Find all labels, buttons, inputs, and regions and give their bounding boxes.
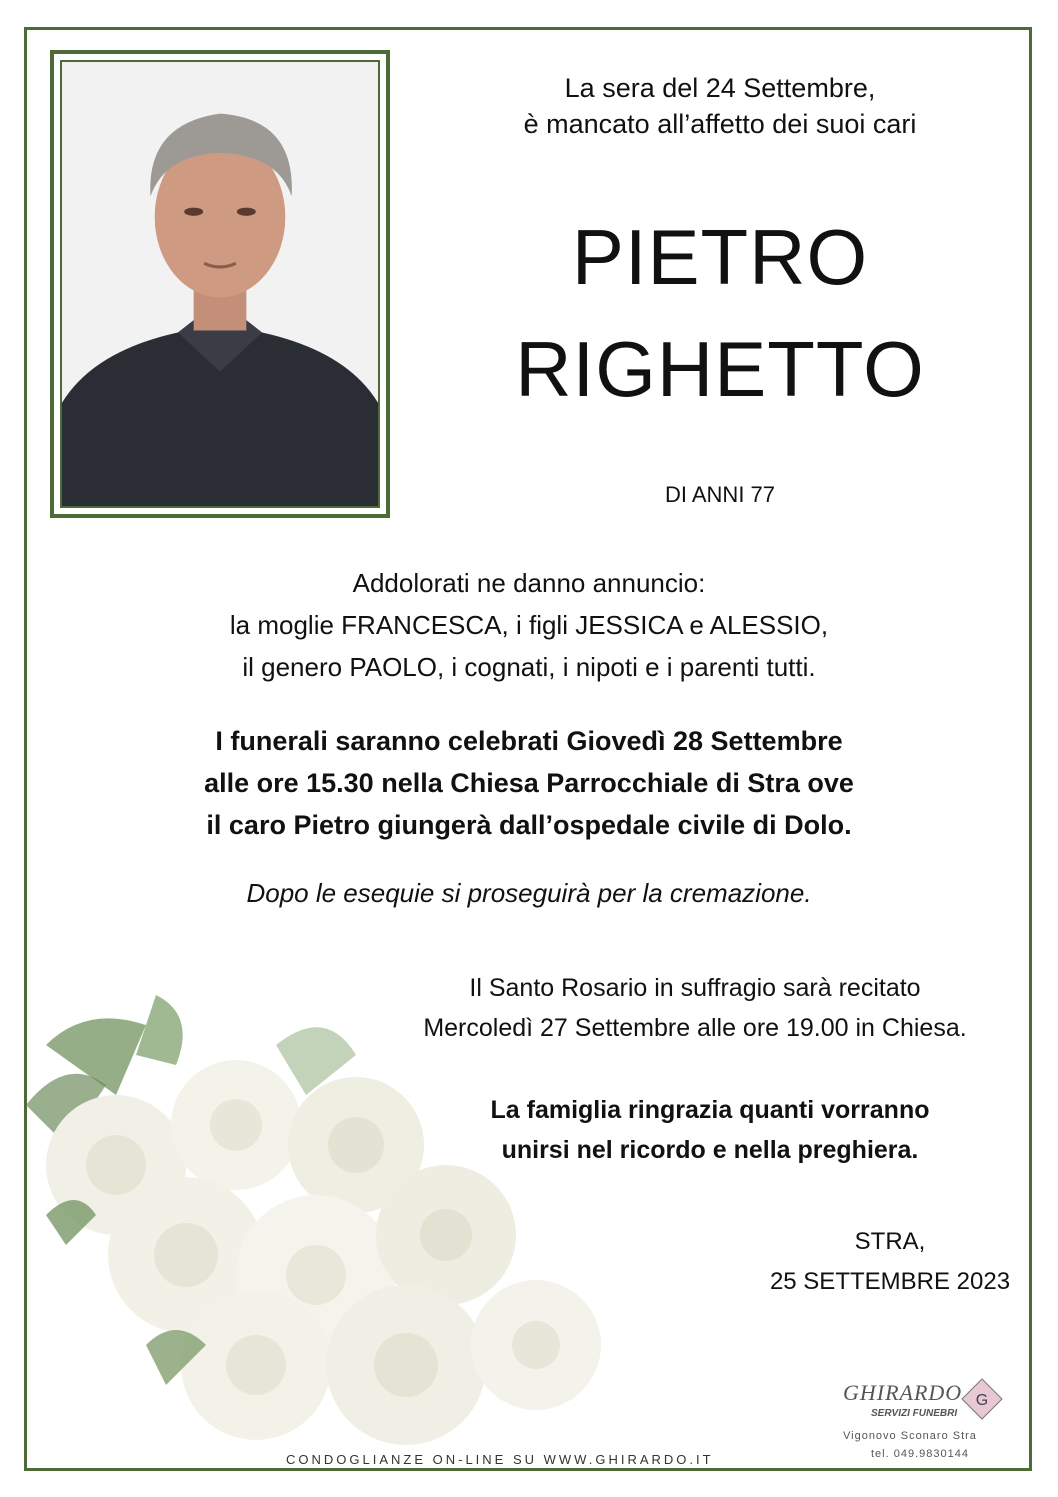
funeral-line-1: I funerali saranno celebrati Giovedì 28 Settembre xyxy=(215,726,843,756)
funeral-line-3: il caro Pietro giungerà dall’ospedale civile di Dolo. xyxy=(206,810,852,840)
portrait-frame xyxy=(50,50,390,518)
family-thanks xyxy=(360,1090,1058,1170)
logo-subtitle: SERVIZI FUNEBRI xyxy=(871,1408,958,1419)
thanks-line-1: La famiglia ringrazia quanti vorranno xyxy=(490,1096,930,1124)
logo-name: GHIRARDO xyxy=(843,1380,963,1405)
funeral-home-logo xyxy=(835,1378,1025,1468)
last-name: RIGHETTO xyxy=(515,325,925,413)
portrait-photo xyxy=(60,60,380,508)
logo-mark-letter: G xyxy=(975,1392,989,1409)
logo-phone: tel. 049.9830144 xyxy=(871,1448,969,1460)
place-date xyxy=(700,1222,1058,1302)
family-line-3: il genero PAOLO, i cognati, i nipoti e i parenti tutti. xyxy=(242,652,816,682)
cremation-note: Dopo le esequie si proseguirà per la cremazione. xyxy=(246,878,812,908)
intro-line-2: è mancato all’affetto dei suoi cari xyxy=(523,109,917,139)
funeral-line-2: alle ore 15.30 nella Chiesa Parrocchiale di Stra ove xyxy=(204,768,854,798)
rosary-line-1: Il Santo Rosario in suffragio sarà recitato xyxy=(469,974,921,1002)
white-roses-image xyxy=(26,985,736,1455)
family-line-2: la moglie FRANCESCA, i figli JESSICA e ALESSIO, xyxy=(229,610,829,640)
rosary-line-2: Mercoledì 27 Settembre alle ore 19.00 in Chiesa. xyxy=(423,1014,967,1042)
place-text: STRA, xyxy=(854,1228,926,1255)
thanks-line-2: unirsi nel ricordo e nella preghiera. xyxy=(501,1136,919,1164)
logo-diamond-icon xyxy=(961,1378,1003,1420)
condolences-link[interactable]: CONDOGLIANZE ON-LINE SU WWW.GHIRARDO.IT xyxy=(286,1452,714,1467)
age-text: DI ANNI 77 xyxy=(664,482,776,507)
logo-towns: Vigonovo Sconaro Stra xyxy=(843,1430,977,1442)
date-text: 25 SETTEMBRE 2023 xyxy=(769,1268,1011,1295)
intro-line-1: La sera del 24 Settembre, xyxy=(564,73,876,103)
intro-text xyxy=(440,70,1000,142)
family-line-1: Addolorati ne danno annuncio: xyxy=(352,568,706,598)
rosary-notice xyxy=(330,968,1058,1048)
first-name: PIETRO xyxy=(571,213,869,301)
family-announcement xyxy=(0,562,1058,688)
funeral-details xyxy=(0,720,1058,846)
